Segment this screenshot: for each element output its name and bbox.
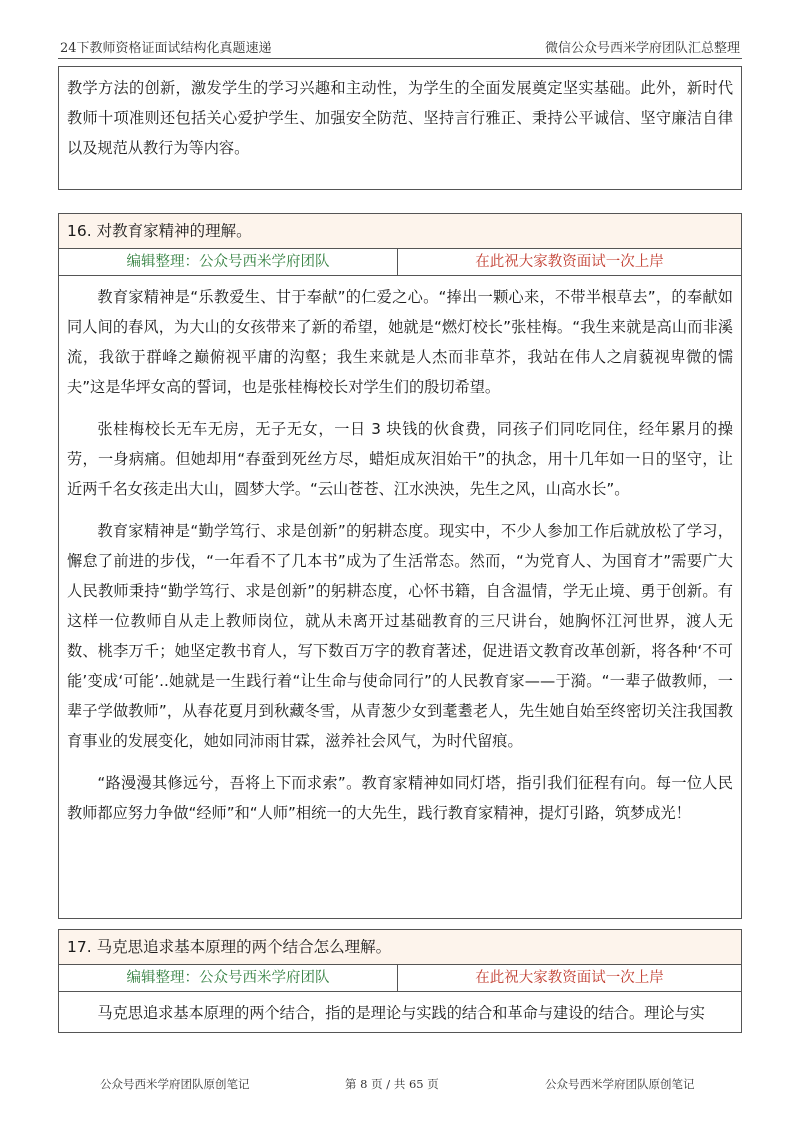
section-16-wish: 在此祝大家教资面试一次上岸 xyxy=(475,254,664,270)
section-16-body xyxy=(59,276,741,828)
continuation-text: 教学方法的创新，激发学生的学习兴趣和主动性，为学生的全面发展奠定坚实基础。此外，新时代教师十项准则还包括关心爱护学生、加强安全防范、坚持言行雅正、秉持公平诚信、坚守廉洁自律以及规范从教行为等内容。 xyxy=(67,79,733,157)
section-17-paragraph: 马克思追求基本原理的两个结合，指的是理论与实践的结合和革命与建设的结合。理论与实 xyxy=(97,1004,705,1022)
section-16 xyxy=(58,213,742,919)
section-16-paragraph: 教育家精神是“勤学笃行、求是创新”的躬耕态度。现实中，不少人参加工作后就放松了学习，懈怠了前进的步伐，“一年看不了几本书”成为了生活常态。然而，“为党育人、为国育才”需要广大人民教师秉持“勤学笃行、求是创新”的躬耕态度，心怀书籍，自含温情，学无止境、勇于创新。有这样一位教师自从走上教师岗位，就从未离开过基础教育的三尺讲台，她胸怀江河世界，渡人无数、桃李万千；她坚定教书育人，写下数百万字的教育著述，促进语文教育改革创新，将各种‘不可能’变成‘可能’..她就是一生践行着“让生命与使命同行”的人民教育家——于漪。“一辈子做教师，一辈子学做教师”，从春花夏月到秋藏冬雪，从青葱少女到耄耋老人，先生她自始至终密切关注我国教育事业的发展变化，她如同沛雨甘霖，滋养社会风气，为时代留痕。 xyxy=(67,522,733,750)
section-16-meta xyxy=(59,249,741,276)
section-17 xyxy=(58,929,742,1033)
header-title: 24下教师资格证面试结构化真题速递 xyxy=(60,41,272,56)
section-17-title: 17. 马克思追求基本原理的两个结合怎么理解。 xyxy=(59,930,741,965)
footer-right: 公众号西米学府团队原创笔记 xyxy=(545,1077,695,1091)
page-number: 第 8 页 / 共 65 页 xyxy=(345,1077,439,1091)
page-header xyxy=(58,34,742,59)
section-16-paragraph: 张桂梅校长无车无房，无子无女，一日 3 块钱的伙食费，同孩子们同吃同住，经年累月的操劳，一身病痛。但她却用“春蚕到死丝方尽，蜡炬成灰泪始干”的执念，用十几年如一日的坚守，让近两千名女孩走出大山，圆梦大学。“云山苍苍、江水泱泱，先生之风，山高水长”。 xyxy=(67,420,733,498)
header-source: 微信公众号西米学府团队汇总整理 xyxy=(544,41,740,56)
continuation-box xyxy=(58,66,742,190)
page-footer xyxy=(0,1076,800,1096)
section-16-paragraph: 教育家精神是“乐教爱生、甘于奉献”的仁爱之心。“捧出一颗心来，不带半根草去”，的奉献如同人间的春风，为大山的女孩带来了新的希望，她就是“燃灯校长”张桂梅。“我生来就是高山而非溪流，我欲于群峰之巅俯视平庸的沟壑；我生来就是人杰而非草芥，我站在伟人之肩藐视卑微的懦夫”这是华坪女高的誓词，也是张桂梅校长对学生们的殷切希望。 xyxy=(67,288,733,396)
section-16-paragraph: “路漫漫其修远兮，吾将上下而求索”。教育家精神如同灯塔，指引我们征程有向。每一位人民教师都应努力争做“经师”和“人师”相统一的大先生，践行教育家精神，提灯引路，筑梦成光！ xyxy=(67,774,733,822)
section-16-title: 16. 对教育家精神的理解。 xyxy=(59,214,741,249)
section-17-meta xyxy=(59,965,741,992)
section-17-editor: 编辑整理：公众号西米学府团队 xyxy=(59,965,398,991)
section-16-editor: 编辑整理：公众号西米学府团队 xyxy=(59,249,398,275)
section-17-wish: 在此祝大家教资面试一次上岸 xyxy=(475,970,664,986)
footer-left: 公众号西米学府团队原创笔记 xyxy=(100,1077,250,1091)
section-17-body xyxy=(59,992,741,1028)
